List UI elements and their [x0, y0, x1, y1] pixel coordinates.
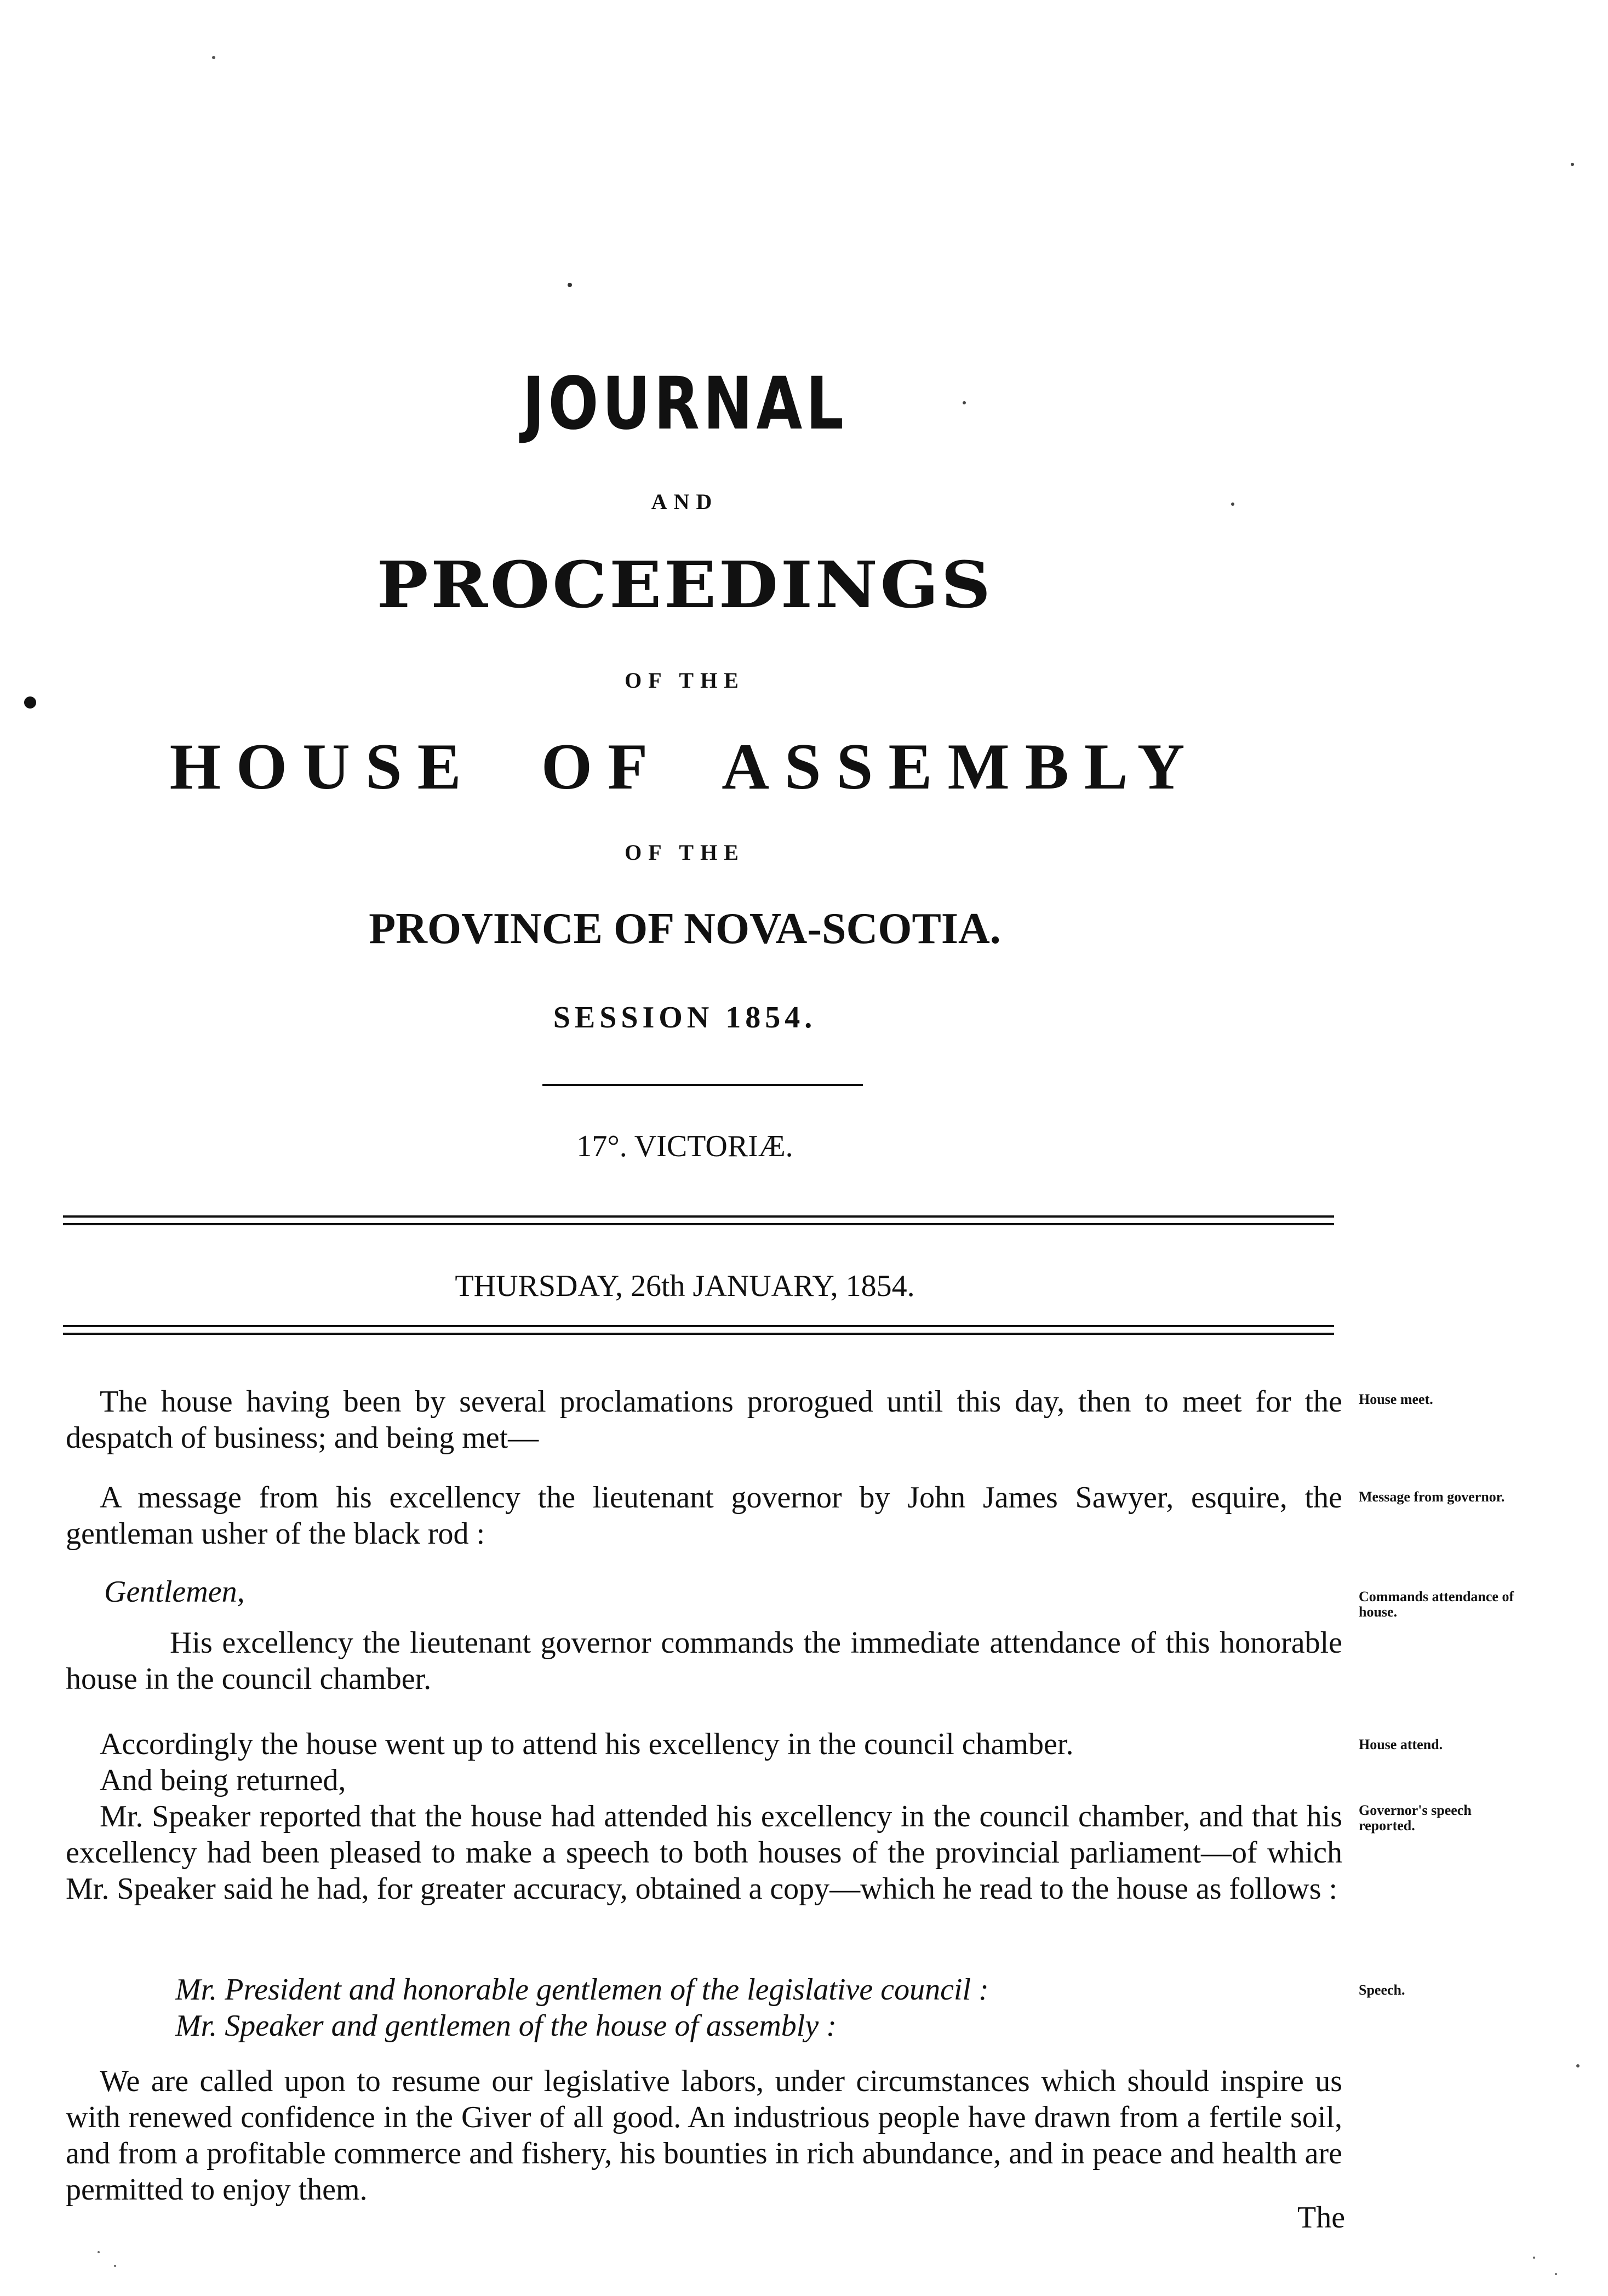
session-title: SESSION 1854. [553, 1001, 817, 1035]
title-divider [542, 1084, 863, 1086]
paragraph-accordingly: Accordingly the house went up to attend his excellency in the council chamber. [100, 1727, 1074, 1761]
catchword: The [1297, 2201, 1346, 2235]
double-rule-bottom [63, 1325, 1334, 1335]
margin-note-house-attend: House attend. [1359, 1737, 1443, 1752]
margin-note-commands: Commands attendance of house. [1359, 1589, 1514, 1620]
title-and: AND [651, 489, 719, 514]
double-rule-top [63, 1215, 1334, 1225]
paragraph-message: A message from his excellency the lieutenant governor by John James Sawyer, esquire, the gentleman usher of the black rod : [66, 1481, 1342, 1551]
proceedings-title: PROCEEDINGS [376, 548, 993, 622]
journal-title: JOURNAL [522, 362, 848, 446]
title-of-the-1: OF THE [625, 668, 745, 693]
date-heading: THURSDAY, 26th JANUARY, 1854. [455, 1269, 915, 1303]
regnal-year: 17°. VICTORIÆ. [576, 1129, 793, 1163]
address-legislative-council: Mr. President and honorable gentlemen of the legislative council : [175, 1973, 989, 2007]
paragraph-returned: And being returned, [100, 1763, 346, 1797]
margin-note-speech: Speech. [1359, 1982, 1405, 1998]
address-house-of-assembly: Mr. Speaker and gentlemen of the house of assembly : [175, 2009, 837, 2043]
province-title: PROVINCE OF NOVA-SCOTIA. [369, 905, 1001, 953]
paragraph-house-met: The house having been by several proclamations prorogued until this day, then to meet for the despatch of business; and being met— [66, 1385, 1342, 1455]
margin-note-speech-reported: Governor's speech reported. [1359, 1802, 1472, 1834]
paragraph-speaker-reported: Mr. Speaker reported that the house had attended his excellency in the council chamber, and that his excellency had been pleased to make a speech to both houses of the provincial parliament—of which Mr. Speaker said he had, for greater accuracy, obtained a copy—which he read to the house as follows : [66, 1800, 1342, 1906]
paragraph-gentlemen: Gentlemen, [104, 1575, 245, 1609]
paragraph-commands: His excellency the lieutenant governor commands the immediate attendance of this honorable house in the council chamber. [66, 1626, 1342, 1696]
paragraph-speech-opening: We are called upon to resume our legislative labors, under circumstances which should inspire us with renewed confidence in the Giver of all good. An industrious people have drawn from a fertile soil, and from a profitable commerce and fishery, his bounties in rich abundance, and in peace and health are permitted to enjoy them. [66, 2064, 1342, 2207]
house-of-assembly-title: HOUSE OF ASSEMBLY [169, 730, 1200, 803]
title-of-the-2: OF THE [625, 840, 745, 865]
margin-note-message: Message from governor. [1359, 1489, 1505, 1505]
margin-note-house-meet: House meet. [1359, 1391, 1433, 1407]
